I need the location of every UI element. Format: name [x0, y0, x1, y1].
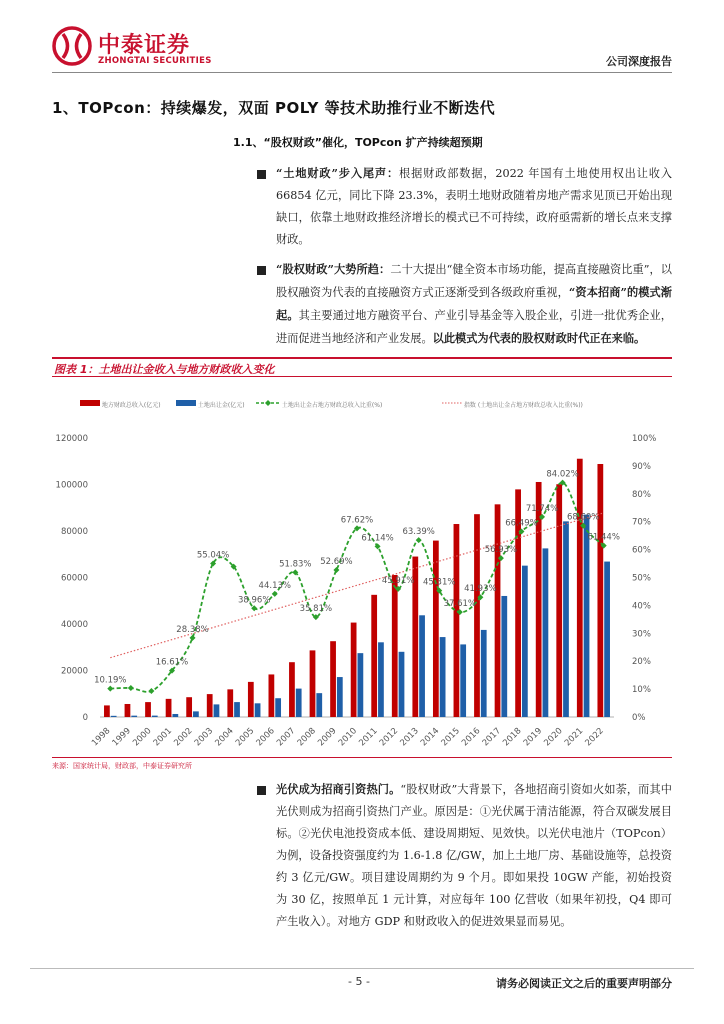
legend-trend-swatch-icon	[442, 399, 462, 407]
legend-item-ratio	[256, 399, 382, 409]
paragraph-equity-finance	[276, 258, 672, 350]
ratio-data-label: 44.13%	[258, 580, 291, 591]
ratio-data-label: 16.61%	[155, 657, 189, 668]
chart-legend	[80, 399, 680, 413]
x-tick-label: 2004	[213, 726, 236, 749]
figure-title: 图表 1：土地出让金收入与地方财政收入变化	[54, 363, 275, 376]
x-tick-label: 2006	[254, 726, 277, 749]
fiscal-revenue-bar	[207, 694, 213, 717]
ratio-data-label: 10.19%	[94, 675, 127, 686]
report-type-label: 公司深度报告	[606, 55, 672, 68]
y-left-tick-label: 0	[82, 713, 88, 723]
legend-item-fiscal	[80, 399, 161, 409]
land-sale-revenue-bar	[152, 716, 158, 717]
land-sale-revenue-bar	[584, 515, 590, 717]
ratio-data-label: 84.02%	[546, 469, 579, 480]
bullet-square-icon	[257, 786, 266, 795]
land-sale-revenue-bar	[460, 644, 466, 717]
legend-label: 指数 (土地出让金占地方财政总收入比重(%))	[463, 402, 583, 409]
ratio-data-label: 52.69%	[320, 556, 353, 567]
x-tick-label: 2002	[172, 726, 195, 749]
x-tick-label: 2013	[398, 726, 421, 749]
fiscal-revenue-bar	[577, 459, 583, 717]
subsection-title: 1.1、“股权财政”催化，TOPcon 扩产持续超预期	[233, 136, 483, 149]
x-tick-label: 2010	[336, 726, 360, 749]
land-sale-revenue-bar	[399, 652, 405, 717]
x-tick-label: 2008	[295, 726, 319, 749]
fiscal-revenue-bar	[145, 702, 151, 717]
legend-label: 土地出让金(亿元)	[197, 402, 245, 409]
source-divider	[52, 757, 672, 758]
y-right-tick-label: 0%	[632, 713, 646, 723]
land-sale-revenue-bar	[111, 716, 117, 717]
logo-chinese-name: 中泰证券	[98, 33, 191, 58]
land-sale-revenue-bar	[543, 548, 549, 717]
ratio-data-label: 41.93%	[464, 584, 497, 595]
ratio-data-label: 68.60%	[566, 512, 600, 523]
land-revenue-chart	[52, 420, 672, 750]
y-right-tick-label: 40%	[632, 601, 651, 612]
land-sale-revenue-bar	[337, 677, 343, 717]
x-tick-label: 2015	[439, 726, 462, 749]
x-tick-label: 2007	[275, 726, 298, 749]
zhongtai-logo-icon	[52, 26, 92, 66]
ratio-data-label: 51.83%	[279, 559, 312, 570]
figure-header	[52, 357, 672, 377]
header-divider	[52, 72, 672, 73]
fiscal-revenue-bar	[597, 464, 603, 717]
ratio-point	[416, 537, 422, 543]
ratio-point	[333, 567, 339, 573]
paragraph-lead: “土地财政”步入尾声：	[276, 166, 400, 180]
logo-english-name: ZHONGTAI SECURITIES	[98, 56, 212, 66]
x-tick-label: 2003	[192, 726, 216, 749]
fiscal-revenue-bar	[310, 650, 316, 717]
footer-divider	[30, 968, 694, 969]
x-tick-label: 2021	[562, 726, 586, 749]
fiscal-revenue-bar	[186, 697, 192, 717]
x-tick-label: 2022	[583, 726, 606, 749]
bullet-square-icon	[257, 266, 266, 275]
y-right-tick-label: 80%	[632, 489, 651, 500]
land-sale-revenue-bar	[440, 637, 446, 717]
fiscal-revenue-bar	[454, 524, 460, 717]
fiscal-revenue-bar	[227, 689, 233, 717]
fiscal-revenue-bar	[289, 662, 295, 717]
ratio-data-label: 35.81%	[299, 604, 333, 615]
land-sale-revenue-bar	[604, 562, 610, 717]
y-left-tick-label: 20000	[60, 666, 88, 677]
legend-label: 地方财政总收入(亿元)	[101, 402, 161, 409]
x-tick-label: 2014	[418, 726, 442, 749]
figure-source: 来源：国家统计局，财政部，中泰证券研究所	[52, 762, 192, 770]
land-sale-revenue-bar	[275, 698, 281, 717]
land-sale-revenue-bar	[522, 566, 528, 717]
legend-item-land	[176, 399, 245, 409]
fiscal-revenue-bar	[351, 623, 357, 717]
legend-bar-swatch-icon	[176, 399, 196, 407]
y-right-tick-label: 30%	[632, 629, 651, 640]
fiscal-revenue-bar	[371, 595, 377, 717]
land-sale-revenue-bar	[378, 642, 384, 717]
page-header	[0, 0, 724, 80]
legend-label: 土地出让金占地方财政总收入比重(%)	[281, 402, 383, 409]
fiscal-revenue-bar	[104, 705, 110, 717]
ratio-data-label: 67.62%	[340, 515, 374, 526]
ratio-data-label: 45.31%	[423, 577, 456, 588]
y-right-tick-label: 100%	[632, 434, 657, 444]
x-tick-label: 2020	[542, 726, 565, 749]
y-right-tick-label: 50%	[632, 573, 651, 584]
y-right-tick-label: 70%	[632, 517, 651, 528]
ratio-data-label: 45.91%	[381, 575, 415, 586]
fiscal-revenue-bar	[474, 514, 480, 717]
paragraph-pv-investment	[276, 778, 672, 933]
land-sale-revenue-bar	[419, 615, 425, 717]
y-left-tick-label: 60000	[60, 573, 88, 584]
ratio-data-label: 37.61%	[443, 599, 477, 610]
fiscal-revenue-bar	[166, 699, 172, 717]
y-left-tick-label: 120000	[55, 434, 88, 444]
y-right-tick-label: 90%	[632, 461, 651, 472]
land-sale-revenue-bar	[501, 596, 507, 717]
y-left-tick-label: 40000	[60, 620, 88, 630]
ratio-data-label: 61.14%	[361, 533, 394, 544]
ratio-data-label: 61.44%	[587, 532, 620, 543]
x-tick-label: 2018	[501, 726, 524, 749]
ratio-point	[107, 686, 113, 692]
land-sale-revenue-bar	[481, 630, 487, 717]
land-sale-revenue-bar	[131, 716, 137, 717]
land-sale-revenue-bar	[234, 702, 240, 717]
y-left-tick-label: 80000	[60, 527, 88, 537]
ratio-data-label: 38.96%	[237, 595, 271, 606]
x-tick-label: 2011	[357, 726, 380, 749]
fiscal-revenue-bar	[330, 641, 336, 717]
land-sale-revenue-bar	[296, 689, 302, 717]
footer-disclaimer: 请务必阅读正文之后的重要声明部分	[496, 977, 672, 990]
page-number: - 5 -	[348, 975, 370, 988]
land-sale-revenue-bar	[563, 521, 569, 717]
legend-item-trend	[442, 399, 583, 409]
paragraph-lead: “股权财政”大势所趋：	[276, 262, 391, 276]
fiscal-revenue-bar	[125, 704, 131, 717]
paragraph-lead: 光伏成为招商引资热门。	[276, 782, 401, 796]
ratio-point	[148, 688, 154, 694]
x-tick-label: 2017	[480, 726, 504, 749]
paragraph-text: 根据财政部数据，2022 年国有土地使用权出让收入 66854 亿元，同比下降 23.3%，表明土地财政随着房地产需求见顶已开始出现缺口，依靠土地财政推经济增长的模式已不可持续，政府亟需新的增长点来支撑财政。	[276, 167, 673, 246]
y-left-tick-label: 100000	[55, 480, 88, 491]
ratio-data-label: 63.39%	[402, 527, 435, 538]
paragraph-emphasis: “资本招商”的模式渐起。	[276, 285, 672, 322]
fiscal-revenue-bar	[495, 504, 501, 717]
legend-line-swatch-icon	[256, 399, 280, 407]
ratio-data-label: 66.49%	[505, 518, 538, 529]
y-right-tick-label: 20%	[632, 657, 651, 668]
x-tick-label: 2019	[521, 726, 545, 749]
paragraph-emphasis: 以此模式为代表的股权财政时代正在来临。	[432, 331, 646, 345]
ratio-data-label: 56.93%	[484, 545, 518, 556]
land-sale-revenue-bar	[316, 693, 322, 717]
land-sale-revenue-bar	[172, 714, 178, 717]
paragraph-text: 二十大提出“健全资本市场功能，提高直接融资比重”，以股权融资为代表的直接融资方式正逐渐受到各级政府重视，	[276, 263, 672, 299]
ratio-trendline	[110, 513, 603, 658]
x-tick-label: 2016	[460, 726, 483, 749]
fiscal-revenue-bar	[556, 484, 562, 717]
land-sale-revenue-bar	[255, 703, 261, 717]
land-sale-revenue-bar	[214, 704, 220, 717]
bullet-square-icon	[257, 170, 266, 179]
paragraph-text: “股权财政”大背景下，各地招商引资如火如荼，而其中光伏则成为招商引资热门产业。原因是：①光伏属于清洁能源，符合双碳发展目标。②光伏电池投资成本低、建设周期短、见效快。以光伏电池片（TOPcon）为例，设备投资强度约为 1.6-1.8 亿/GW，加上土地厂房、基础设施等，总投资约 3 亿元/GW。项目建设周期约为 9 个月。即如果投 10GW 产能，初始投资为 30 亿，按照单瓦 1 元计算，对应每年 100 亿营收（如果年初投，Q4 即可产生收入）。对地方 GDP 和财政收入的促进效果显而易见。	[276, 783, 672, 928]
x-tick-label: 2000	[131, 726, 154, 749]
legend-bar-swatch-icon	[80, 399, 100, 407]
fiscal-revenue-bar	[392, 575, 398, 717]
x-tick-label: 2012	[377, 726, 401, 749]
fiscal-revenue-bar	[248, 682, 254, 717]
section-title: 1、TOPcon：持续爆发，双面 POLY 等技术助推行业不断迭代	[52, 99, 496, 117]
y-right-tick-label: 10%	[632, 685, 651, 696]
ratio-point	[128, 685, 134, 691]
ratio-data-label: 71.74%	[525, 503, 559, 514]
fiscal-revenue-bar	[433, 541, 439, 717]
land-sale-revenue-bar	[193, 711, 199, 717]
x-tick-label: 2009	[316, 726, 339, 749]
fiscal-revenue-bar	[269, 674, 275, 717]
x-tick-label: 1998	[90, 726, 113, 749]
x-tick-label: 2005	[233, 726, 257, 749]
ratio-data-label: 28.38%	[176, 624, 209, 635]
y-right-tick-label: 60%	[632, 545, 651, 556]
ratio-data-label: 55.04%	[196, 550, 230, 561]
paragraph-land-finance	[276, 162, 672, 251]
land-sale-revenue-bar	[358, 653, 364, 717]
x-tick-label: 2001	[151, 726, 175, 749]
ratio-point	[272, 591, 278, 597]
ratio-point	[190, 635, 196, 641]
x-tick-label: 1999	[110, 726, 133, 749]
paragraph-text: 其主要通过地方融资平台、产业引导基金等入股企业，引进一批优秀企业，进而促进当地经济和产业发展。	[276, 309, 672, 345]
